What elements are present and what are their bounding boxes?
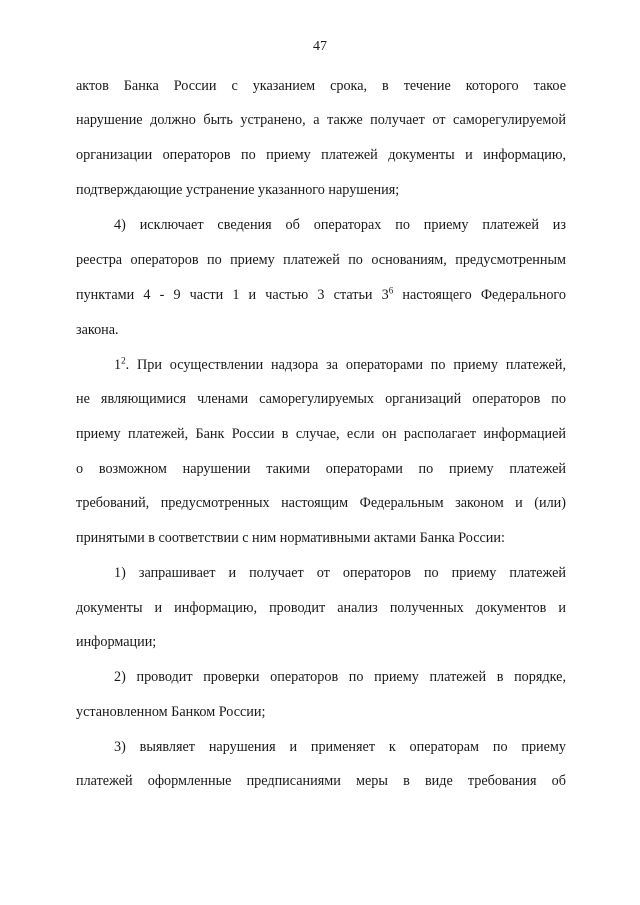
text-line: нарушение должно быть устранено, а также получает от саморегулируемой [76,112,566,128]
text-line: принятыми в соответствии с ним нормативными актами Банка России: [76,530,505,546]
text-line: документы и информацию, проводит анализ полученных документов и [76,600,566,616]
page-number: 47 [313,39,327,54]
superscript: 6 [388,285,394,296]
text-line: не являющимися членами саморегулируемых организаций операторов по [76,391,566,407]
text-line: 3) выявляет нарушения и применяет к операторам по приему [114,739,566,755]
text-line: подтверждающие устранение указанного нарушения; [76,182,400,198]
text-line: организации операторов по приему платежей документы и информацию, [76,147,566,163]
text-fragment: пунктами 4 - 9 части 1 и частью 3 статьи 3 [76,287,389,303]
text-fragment: 1 [114,357,122,373]
text-line: актов Банка России с указанием срока, в течение которого такое [76,78,566,94]
text-fragment: . При осуществлении надзора за операторами по приему платежей, [125,357,566,373]
text-line [76,286,566,304]
text-line: установленном Банком России; [76,704,266,720]
text-line: реестра операторов по приему платежей по основаниям, предусмотренным [76,252,566,268]
text-line: о возможном нарушении такими операторами по приему платежей [76,461,566,477]
text-line: информации; [76,634,157,650]
text-line [114,356,566,374]
text-line: платежей оформленные предписаниями меры в виде требования об [76,773,566,789]
text-line: приему платежей, Банк России в случае, если он располагает информацией [76,426,566,442]
superscript: 2 [121,355,126,366]
text-line: 1) запрашивает и получает от операторов по приему платежей [114,565,566,581]
text-fragment: настоящего Федерального [393,287,566,303]
text-line: закона. [76,322,119,338]
text-line: 2) проводит проверки операторов по приему платежей в порядке, [114,669,566,685]
text-line: 4) исключает сведения об операторах по приему платежей из [114,217,566,233]
text-line: требований, предусмотренных настоящим Федеральным законом и (или) [76,495,566,511]
